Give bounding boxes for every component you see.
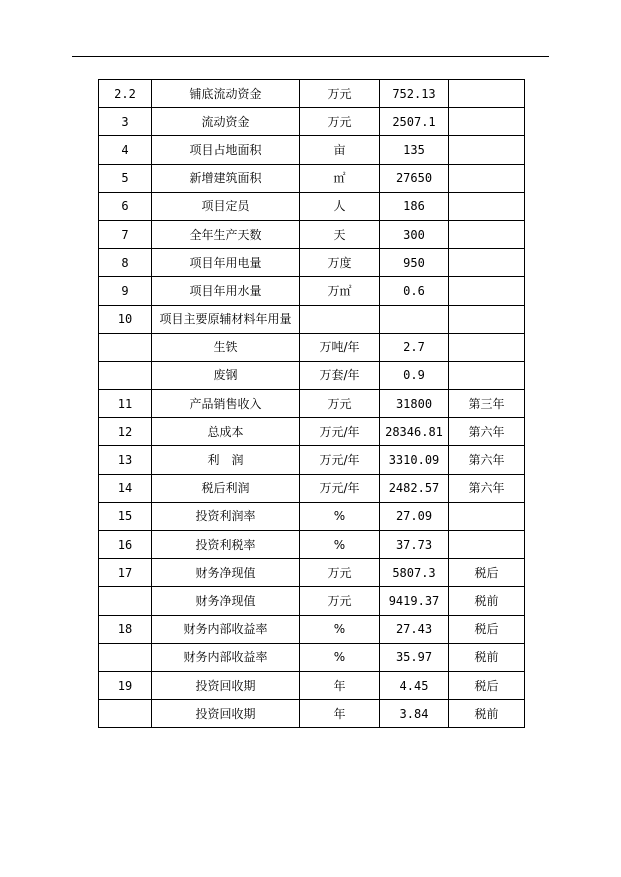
cell-number: 19 (99, 671, 152, 699)
cell-item: 项目占地面积 (152, 136, 300, 164)
cell-value: 35.97 (380, 643, 449, 671)
cell-unit: 万元/年 (300, 418, 380, 446)
cell-note (449, 305, 525, 333)
cell-number: 9 (99, 277, 152, 305)
cell-unit: 人 (300, 192, 380, 220)
table-row (99, 615, 525, 643)
cell-number: 10 (99, 305, 152, 333)
cell-value: 950 (380, 249, 449, 277)
cell-unit: 万元 (300, 390, 380, 418)
cell-item: 财务净现值 (152, 559, 300, 587)
table-row (99, 502, 525, 530)
table-row (99, 446, 525, 474)
cell-number: 14 (99, 474, 152, 502)
table-row (99, 249, 525, 277)
table-row (99, 192, 525, 220)
cell-number: 4 (99, 136, 152, 164)
cell-value: 186 (380, 192, 449, 220)
cell-note: 第三年 (449, 390, 525, 418)
cell-number: 12 (99, 418, 152, 446)
cell-unit: 万元 (300, 108, 380, 136)
cell-value: 37.73 (380, 531, 449, 559)
cell-item: 废钢 (152, 361, 300, 389)
cell-note (449, 502, 525, 530)
cell-value: 5807.3 (380, 559, 449, 587)
cell-note (449, 136, 525, 164)
cell-note (449, 277, 525, 305)
cell-number: 2.2 (99, 80, 152, 108)
table-row (99, 559, 525, 587)
table-row (99, 333, 525, 361)
cell-note (449, 249, 525, 277)
cell-value: 27.09 (380, 502, 449, 530)
cell-value: 135 (380, 136, 449, 164)
cell-unit: 万套/年 (300, 361, 380, 389)
cell-item: 投资回收期 (152, 700, 300, 728)
cell-unit: 万元/年 (300, 446, 380, 474)
cell-item: 利 润 (152, 446, 300, 474)
cell-note: 税后 (449, 671, 525, 699)
cell-number: 18 (99, 615, 152, 643)
cell-unit: 万元 (300, 559, 380, 587)
cell-note (449, 80, 525, 108)
cell-item: 项目定员 (152, 192, 300, 220)
table-row (99, 361, 525, 389)
cell-note (449, 333, 525, 361)
cell-item: 财务净现值 (152, 587, 300, 615)
cell-unit: 万度 (300, 249, 380, 277)
table-row (99, 671, 525, 699)
cell-item: 新增建筑面积 (152, 164, 300, 192)
cell-value: 31800 (380, 390, 449, 418)
cell-item: 铺底流动资金 (152, 80, 300, 108)
cell-number: 8 (99, 249, 152, 277)
cell-unit: % (300, 502, 380, 530)
cell-note: 税前 (449, 643, 525, 671)
cell-item: 生铁 (152, 333, 300, 361)
cell-number: 17 (99, 559, 152, 587)
cell-number: 6 (99, 192, 152, 220)
cell-unit: 天 (300, 220, 380, 248)
table-row (99, 108, 525, 136)
cell-item: 流动资金 (152, 108, 300, 136)
cell-note: 税前 (449, 587, 525, 615)
cell-unit: 万元/年 (300, 474, 380, 502)
cell-note (449, 192, 525, 220)
cell-value: 28346.81 (380, 418, 449, 446)
table-row (99, 418, 525, 446)
cell-number: 13 (99, 446, 152, 474)
cell-note (449, 220, 525, 248)
cell-unit: 万吨/年 (300, 333, 380, 361)
cell-value: 3310.09 (380, 446, 449, 474)
cell-note: 第六年 (449, 418, 525, 446)
table-row (99, 643, 525, 671)
cell-note: 税后 (449, 559, 525, 587)
cell-item: 投资回收期 (152, 671, 300, 699)
cell-number (99, 587, 152, 615)
cell-number: 5 (99, 164, 152, 192)
cell-unit: ㎡ (300, 164, 380, 192)
cell-note: 第六年 (449, 474, 525, 502)
cell-value: 27650 (380, 164, 449, 192)
cell-item: 总成本 (152, 418, 300, 446)
cell-item: 项目年用水量 (152, 277, 300, 305)
cell-unit: 亩 (300, 136, 380, 164)
cell-item: 产品销售收入 (152, 390, 300, 418)
cell-item: 全年生产天数 (152, 220, 300, 248)
table-row (99, 587, 525, 615)
cell-note: 税后 (449, 615, 525, 643)
table-row (99, 700, 525, 728)
table-row (99, 277, 525, 305)
table-row (99, 136, 525, 164)
cell-unit (300, 305, 380, 333)
cell-number: 7 (99, 220, 152, 248)
cell-value: 0.9 (380, 361, 449, 389)
cell-item: 投资利润率 (152, 502, 300, 530)
table-row (99, 531, 525, 559)
cell-value (380, 305, 449, 333)
cell-item: 财务内部收益率 (152, 643, 300, 671)
cell-value: 4.45 (380, 671, 449, 699)
cell-value: 27.43 (380, 615, 449, 643)
cell-number (99, 361, 152, 389)
cell-note: 税前 (449, 700, 525, 728)
cell-item: 项目主要原辅材料年用量 (152, 305, 300, 333)
cell-note (449, 108, 525, 136)
header-rule (72, 56, 549, 57)
cell-value: 2.7 (380, 333, 449, 361)
cell-value: 9419.37 (380, 587, 449, 615)
cell-item: 项目年用电量 (152, 249, 300, 277)
cell-number: 15 (99, 502, 152, 530)
cell-number (99, 643, 152, 671)
cell-value: 752.13 (380, 80, 449, 108)
cell-item: 财务内部收益率 (152, 615, 300, 643)
cell-number: 16 (99, 531, 152, 559)
cell-value: 3.84 (380, 700, 449, 728)
cell-note (449, 531, 525, 559)
cell-note (449, 361, 525, 389)
cell-unit: 万元 (300, 587, 380, 615)
table-body (99, 80, 525, 728)
cell-value: 2482.57 (380, 474, 449, 502)
table-row (99, 80, 525, 108)
cell-unit: % (300, 643, 380, 671)
cell-item: 税后利润 (152, 474, 300, 502)
cell-unit: 年 (300, 671, 380, 699)
cell-unit: 万㎡ (300, 277, 380, 305)
cell-number (99, 700, 152, 728)
table-row (99, 220, 525, 248)
cell-note (449, 164, 525, 192)
table-row (99, 390, 525, 418)
cell-note: 第六年 (449, 446, 525, 474)
cell-value: 0.6 (380, 277, 449, 305)
project-indicators-table (98, 79, 525, 728)
cell-number (99, 333, 152, 361)
cell-unit: 年 (300, 700, 380, 728)
table-row (99, 474, 525, 502)
cell-number: 3 (99, 108, 152, 136)
cell-unit: 万元 (300, 80, 380, 108)
cell-unit: % (300, 615, 380, 643)
table-row (99, 164, 525, 192)
cell-value: 2507.1 (380, 108, 449, 136)
table-row (99, 305, 525, 333)
cell-value: 300 (380, 220, 449, 248)
cell-unit: % (300, 531, 380, 559)
cell-number: 11 (99, 390, 152, 418)
cell-item: 投资利税率 (152, 531, 300, 559)
